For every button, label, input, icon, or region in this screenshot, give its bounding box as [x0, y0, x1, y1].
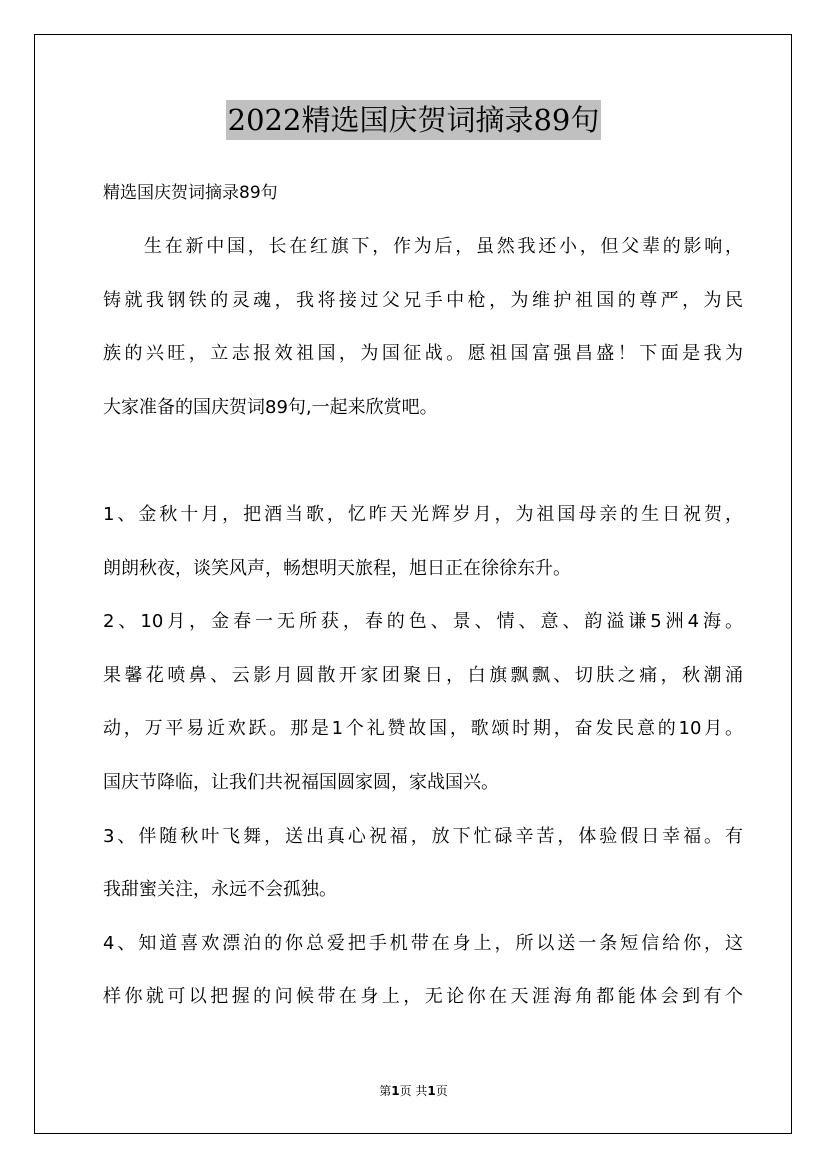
document-subtitle: 精选国庆贺词摘录89句 — [103, 183, 278, 203]
footer-page-total: 1 — [427, 1084, 436, 1098]
paragraph-line: 朗朗秋夜，谈笑风声，畅想明天旅程，旭日正在徐徐东升。 — [103, 557, 571, 579]
paragraph-line: 铸就我钢铁的灵魂，我将接过父兄手中枪，为维护祖国的尊严，为民 — [103, 289, 743, 311]
page-footer — [0, 1082, 827, 1099]
paragraph-line: 2、10月，金春一无所获，春的色、景、情、意、韵溢谦5洲4海。 — [103, 611, 743, 633]
paragraph-line: 我甜蜜关注，永远不会孤独。 — [103, 879, 337, 901]
paragraph-line: 3、伴随秋叶飞舞，送出真心祝福，放下忙碌辛苦，体验假日幸福。有 — [103, 825, 743, 847]
footer-page-prefix: 第 — [379, 1084, 392, 1098]
footer-page-mid: 页 共 — [399, 1084, 428, 1098]
title-wrap — [0, 100, 827, 140]
paragraph-line: 4、知道喜欢漂泊的你总爱把手机带在身上，所以送一条短信给你，这 — [103, 932, 743, 954]
paragraph-line: 果馨花喷鼻、云影月圆散开家团聚日，白旗飘飘、切肤之痛，秋潮涌 — [103, 664, 743, 686]
paragraph-line: 1、金秋十月，把酒当歌，忆昨天光辉岁月，为祖国母亲的生日祝贺， — [103, 503, 743, 525]
paragraph-line: 生在新中国，长在红旗下，作为后，虽然我还小，但父辈的影响， — [144, 236, 743, 257]
paragraph-spacer — [103, 446, 743, 500]
document-body — [103, 232, 743, 1036]
paragraph-line: 族的兴旺，立志报效祖国，为国征战。愿祖国富强昌盛！下面是我为 — [103, 343, 743, 365]
document-title: 2022精选国庆贺词摘录89句 — [226, 100, 602, 140]
footer-page-current: 1 — [391, 1084, 400, 1098]
paragraph-line: 动，万平易近欢跃。那是1个礼赞故国，歌颂时期，奋发民意的10月。 — [103, 718, 743, 740]
footer-page-suffix: 页 — [435, 1084, 448, 1098]
paragraph-line: 样你就可以把握的问候带在身上，无论你在天涯海角都能体会到有个 — [103, 986, 743, 1008]
paragraph-line: 国庆节降临，让我们共祝福国圆家圆，家战国兴。 — [103, 771, 499, 793]
paragraph-line: 大家准备的国庆贺词89句,一起来欣赏吧。 — [103, 396, 438, 418]
